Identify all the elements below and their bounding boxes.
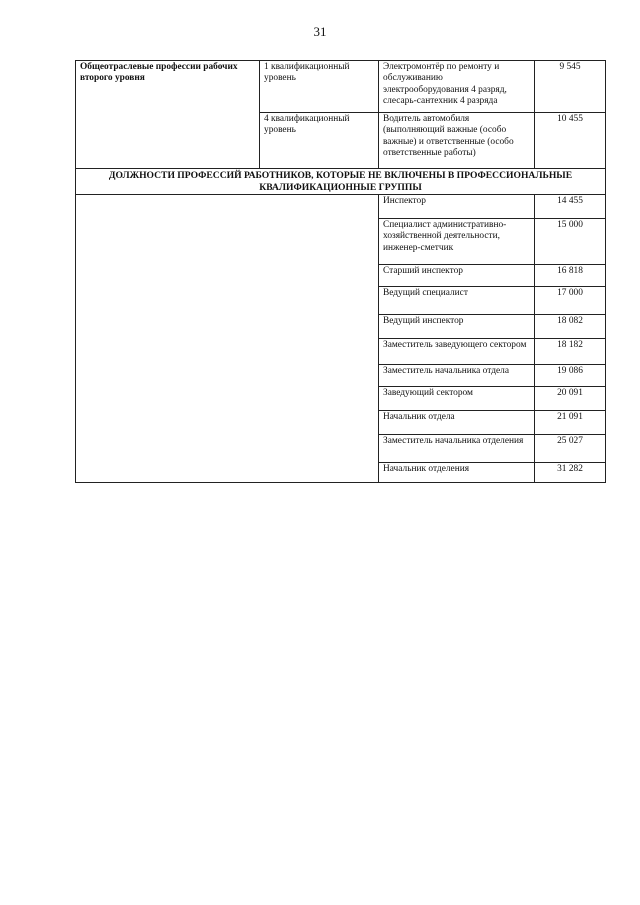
- section-header-row: [76, 169, 606, 195]
- salary-cell: 18 182: [535, 339, 606, 365]
- salary-cell: 18 082: [535, 315, 606, 339]
- position-title-cell: Старший инспектор: [379, 265, 535, 287]
- qualification-level-cell: 4 квалификационный уровень: [260, 113, 379, 169]
- salary-cell: 10 455: [535, 113, 606, 169]
- salary-cell: 15 000: [535, 219, 606, 265]
- table-row: [76, 195, 606, 219]
- position-title-cell: Заведующий сектором: [379, 387, 535, 411]
- profession-group-cell: Общеотраслевые профессии рабочих второго уровня: [76, 61, 260, 169]
- position-title-cell: Ведущий специалист: [379, 287, 535, 315]
- position-title-cell: Заместитель начальника отдела: [379, 365, 535, 387]
- section-header: ДОЛЖНОСТИ ПРОФЕССИЙ РАБОТНИКОВ, КОТОРЫЕ НЕ ВКЛЮЧЕНЫ В ПРОФЕССИОНАЛЬНЫЕ КВАЛИФИКАЦИОННЫЕ ГРУППЫ: [76, 169, 606, 195]
- profession-cell: Водитель автомобиля (выполняющий важные (особо важные) и ответственные (особо ответственные работы): [379, 113, 535, 169]
- salary-cell: 9 545: [535, 61, 606, 113]
- position-title-cell: Специалист административно-хозяйственной деятельности, инженер-сметчик: [379, 219, 535, 265]
- profession-cell: Электромонтёр по ремонту и обслуживанию электрооборудования 4 разряд, слесарь-сантехник 4 разряда: [379, 61, 535, 113]
- salary-cell: 17 000: [535, 287, 606, 315]
- salary-table: [75, 60, 606, 483]
- table-row: [76, 61, 606, 113]
- position-title-cell: Инспектор: [379, 195, 535, 219]
- salary-cell: 25 027: [535, 435, 606, 463]
- salary-cell: 31 282: [535, 463, 606, 483]
- qualification-level-cell: 1 квалификационный уровень: [260, 61, 379, 113]
- salary-cell: 19 086: [535, 365, 606, 387]
- salary-cell: 21 091: [535, 411, 606, 435]
- position-title-cell: Ведущий инспектор: [379, 315, 535, 339]
- position-title-cell: Заместитель заведующего сектором: [379, 339, 535, 365]
- position-title-cell: Начальник отдела: [379, 411, 535, 435]
- salary-cell: 20 091: [535, 387, 606, 411]
- salary-cell: 14 455: [535, 195, 606, 219]
- position-title-cell: Заместитель начальника отделения: [379, 435, 535, 463]
- page-number: 31: [313, 24, 327, 39]
- salary-cell: 16 818: [535, 265, 606, 287]
- empty-cell: [76, 195, 379, 483]
- position-title-cell: Начальник отделения: [379, 463, 535, 483]
